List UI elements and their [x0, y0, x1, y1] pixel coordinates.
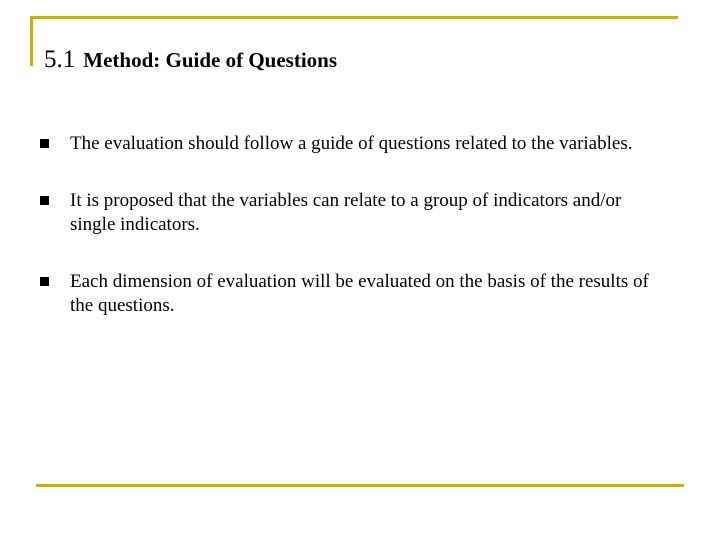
bullet-text: It is proposed that the variables can relate to a group of indicators and/or single indicators. — [70, 190, 622, 235]
bullet-text: Each dimension of evaluation will be evaluated on the basis of the results of the questions. — [70, 271, 649, 316]
bullet-item — [40, 270, 660, 318]
slide-title — [44, 40, 337, 72]
square-bullet-icon — [40, 277, 49, 286]
square-bullet-icon — [40, 196, 49, 205]
bullet-item — [40, 189, 660, 237]
title-number: 5.1 — [44, 46, 76, 73]
left-accent-line — [30, 16, 33, 66]
bottom-accent-line — [36, 484, 684, 487]
bullet-text: The evaluation should follow a guide of questions related to the variables. — [70, 133, 633, 154]
top-accent-line — [30, 16, 678, 19]
square-bullet-icon — [40, 139, 49, 148]
title-text: Method: Guide of Questions — [83, 48, 338, 72]
bullet-item — [40, 132, 660, 156]
bullet-list — [40, 132, 660, 351]
